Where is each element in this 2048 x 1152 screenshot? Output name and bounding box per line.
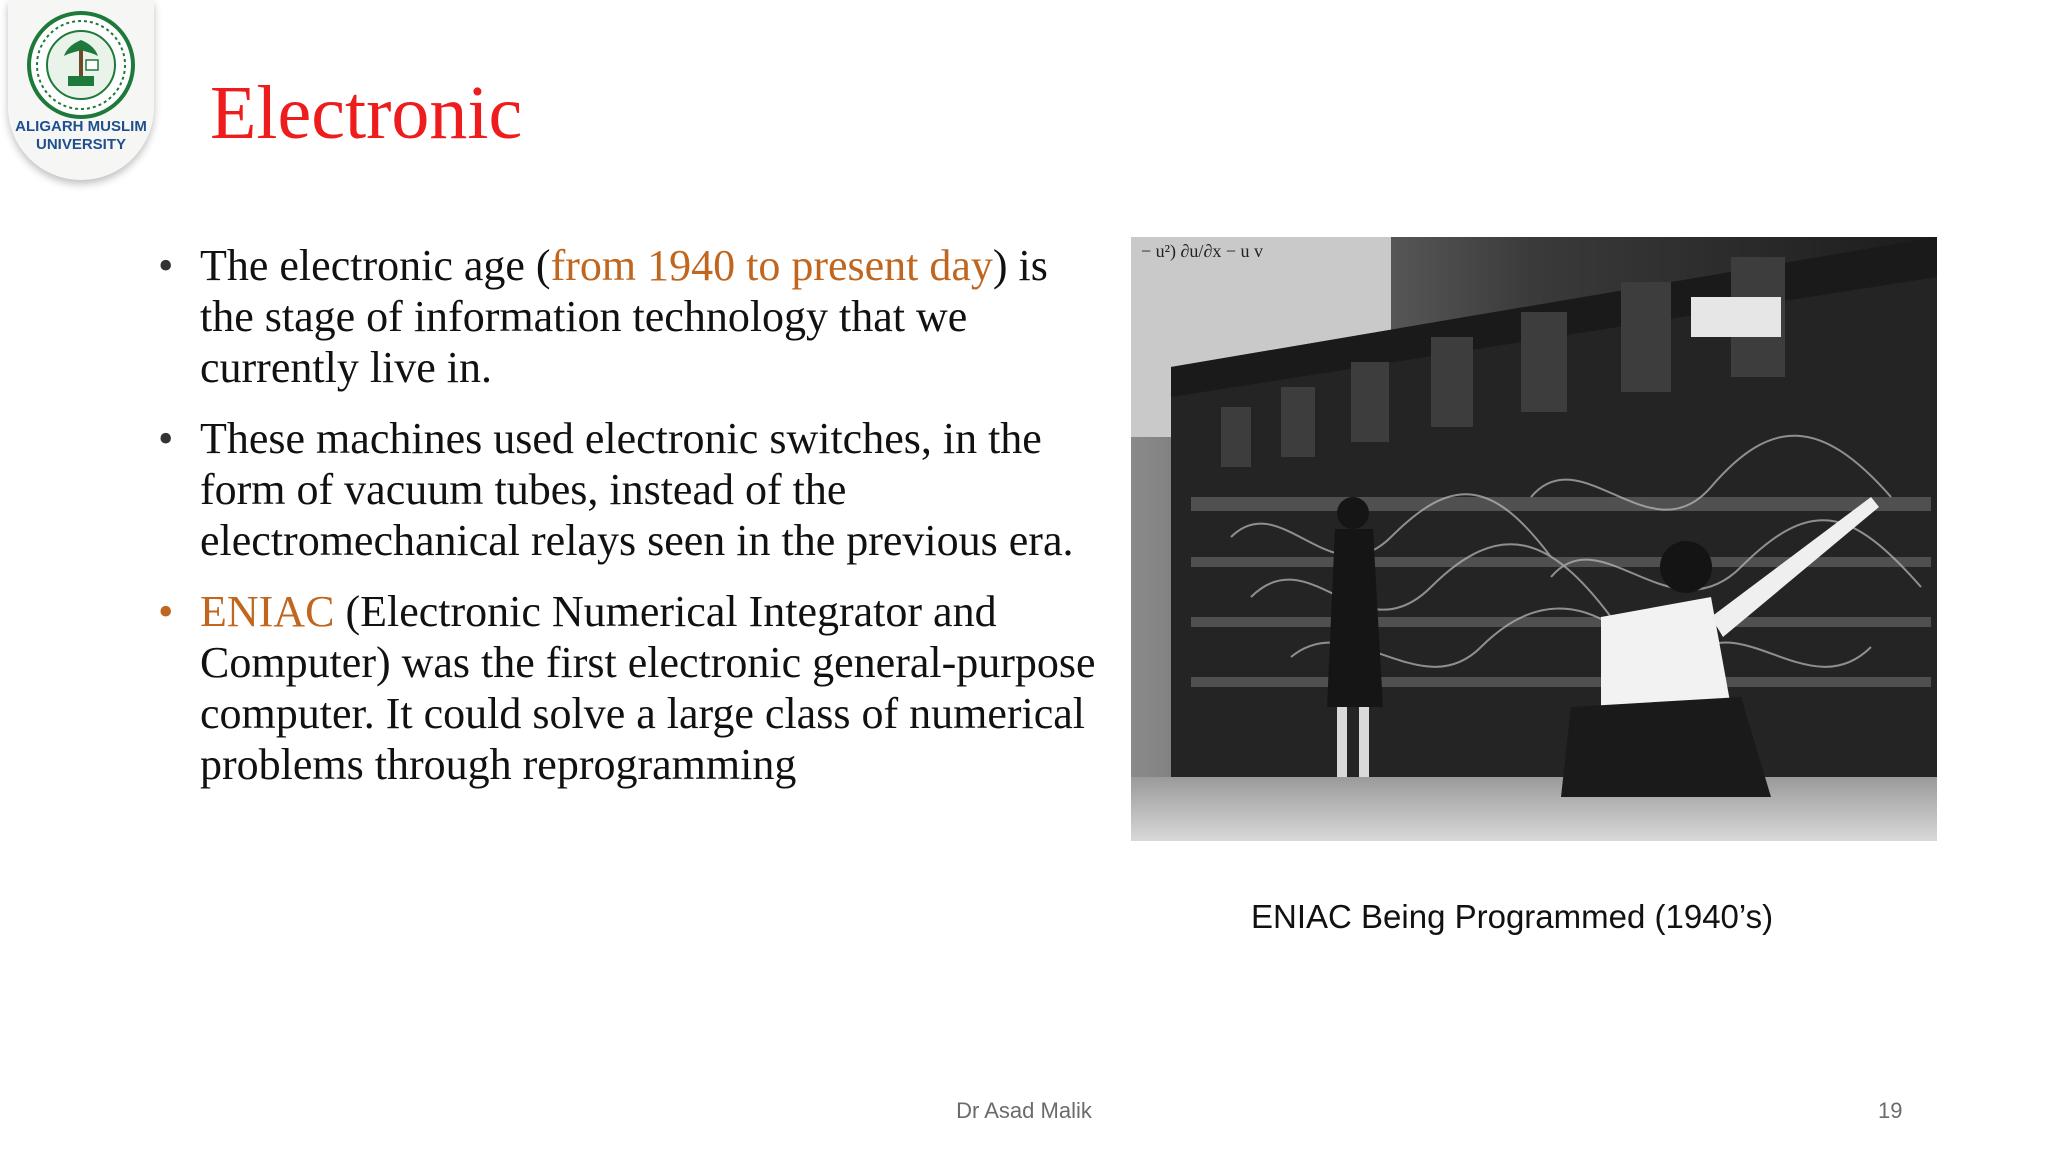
svg-text:− u²) ∂u/∂x − u v: − u²) ∂u/∂x − u v — [1141, 241, 1263, 261]
bullet-marker: • — [158, 414, 174, 463]
image-caption: ENIAC Being Programmed (1940’s) — [1251, 898, 1774, 935]
bullet-1-post: ) is the stage of information technology that we currently live in. — [200, 241, 1048, 392]
bullet-marker: • — [158, 241, 174, 290]
bullet-1-highlight: from 1940 to present day — [550, 241, 993, 290]
logo-line-1: ALIGARH MUSLIM — [15, 118, 147, 135]
logo-text — [8, 118, 154, 154]
eniac-photo-illustration — [1131, 237, 1937, 841]
slide-title: Electronic — [210, 71, 523, 155]
footer-author: Dr Asad Malik — [956, 1098, 1092, 1123]
bullet-3-highlight: ENIAC — [200, 587, 335, 636]
bullet-1-pre: The electronic age ( — [200, 241, 551, 290]
bullet-item-3 — [158, 586, 1108, 790]
university-seal-icon — [26, 10, 136, 120]
bullet-item-2 — [158, 413, 1108, 566]
logo-line-2: UNIVERSITY — [35, 136, 126, 153]
bullet-item-1 — [158, 240, 1108, 393]
page-number: 19 — [1878, 1098, 1903, 1123]
bullet-2-text: These machines used electronic switches, in the form of vacuum tubes, instead of the electromechanical relays seen in the previous era. — [200, 414, 1074, 565]
bullet-3-post: (Electronic Numerical Integrator and Computer) was the first electronic general-purpose computer. It could solve a large class of numerical problems through reprogramming — [200, 587, 1096, 789]
bullet-list — [158, 240, 1108, 810]
bullet-marker: • — [158, 587, 174, 636]
eniac-photo — [1131, 237, 1937, 841]
university-logo — [8, 0, 154, 180]
